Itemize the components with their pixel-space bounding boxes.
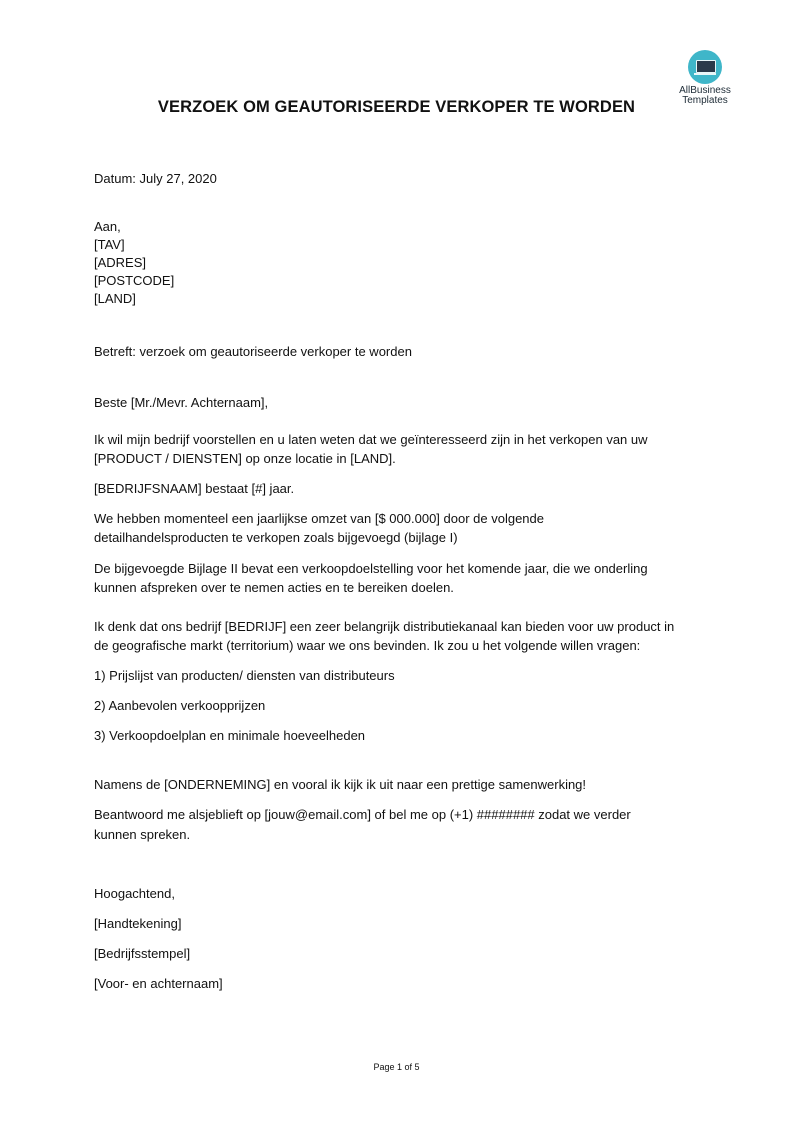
paragraph-1-line-1: Ik wil mijn bedrijf voorstellen en u laten weten dat we geïnteresseerd zijn in het verkopen van uw xyxy=(94,432,648,447)
closing-signature: [Handtekening] xyxy=(94,916,182,931)
recipient-tav: [TAV] xyxy=(94,237,125,252)
logo-text-line1: AllBusiness xyxy=(679,85,731,96)
paragraph-6: Namens de [ONDERNEMING] en vooral ik kijk ik uit naar een prettige samenwerking! xyxy=(94,777,587,792)
date-line: Datum: July 27, 2020 xyxy=(94,171,217,186)
paragraph-3-line-2: detailhandelsproducten te verkopen zoals bijgevoegd (bijlage I) xyxy=(94,530,458,545)
list-item-2: 2) Aanbevolen verkoopprijzen xyxy=(94,698,266,713)
list-item-1: 1) Prijslijst van producten/ diensten van distributeurs xyxy=(94,668,395,683)
paragraph-7-line-2: kunnen spreken. xyxy=(94,827,191,842)
closing-name: [Voor- en achternaam] xyxy=(94,976,223,991)
recipient-postcode: [POSTCODE] xyxy=(94,273,175,288)
recipient-country: [LAND] xyxy=(94,291,136,306)
list-item-3: 3) Verkoopdoelplan en minimale hoeveelheden xyxy=(94,728,366,743)
paragraph-2: [BEDRIJFSNAAM] bestaat [#] jaar. xyxy=(94,481,295,496)
paragraph-4-line-2: kunnen afspreken over te nemen acties en te bereiken doelen. xyxy=(94,580,454,595)
paragraph-5-line-1: Ik denk dat ons bedrijf [BEDRIJF] een zeer belangrijk distributiekanaal kan bieden voor uw product in xyxy=(94,619,675,634)
recipient-address: [ADRES] xyxy=(94,255,147,270)
recipient-salutation: Aan, xyxy=(94,219,121,234)
laptop-icon xyxy=(688,50,722,84)
document-title: VERZOEK OM GEAUTORISEERDE VERKOPER TE WORDEN xyxy=(157,98,636,116)
greeting: Beste [Mr./Mevr. Achternaam], xyxy=(94,395,269,410)
closing-stamp: [Bedrijfsstempel] xyxy=(94,946,191,961)
subject-line: Betreft: verzoek om geautoriseerde verkoper te worden xyxy=(94,344,412,359)
closing-regards: Hoogachtend, xyxy=(94,886,175,901)
paragraph-7-line-1: Beantwoord me alsjeblieft op [jouw@email.com] of bel me op (+1) ######## zodat we verder xyxy=(94,807,631,822)
logo-text-line2: Templates xyxy=(682,95,728,106)
paragraph-4-line-1: De bijgevoegde Bijlage II bevat een verkoopdoelstelling voor het komende jaar, die we onderling xyxy=(94,561,648,576)
paragraph-5-line-2: de geografische markt (territorium) waar we ons bevinden. Ik zou u het volgende willen vragen: xyxy=(94,638,641,653)
page-number: Page 1 of 5 xyxy=(373,1062,420,1072)
paragraph-1-line-2: [PRODUCT / DIENSTEN] op onze locatie in [LAND]. xyxy=(94,451,396,466)
paragraph-3-line-1: We hebben momenteel een jaarlijkse omzet van [$ 000.000] door de volgende xyxy=(94,511,544,526)
